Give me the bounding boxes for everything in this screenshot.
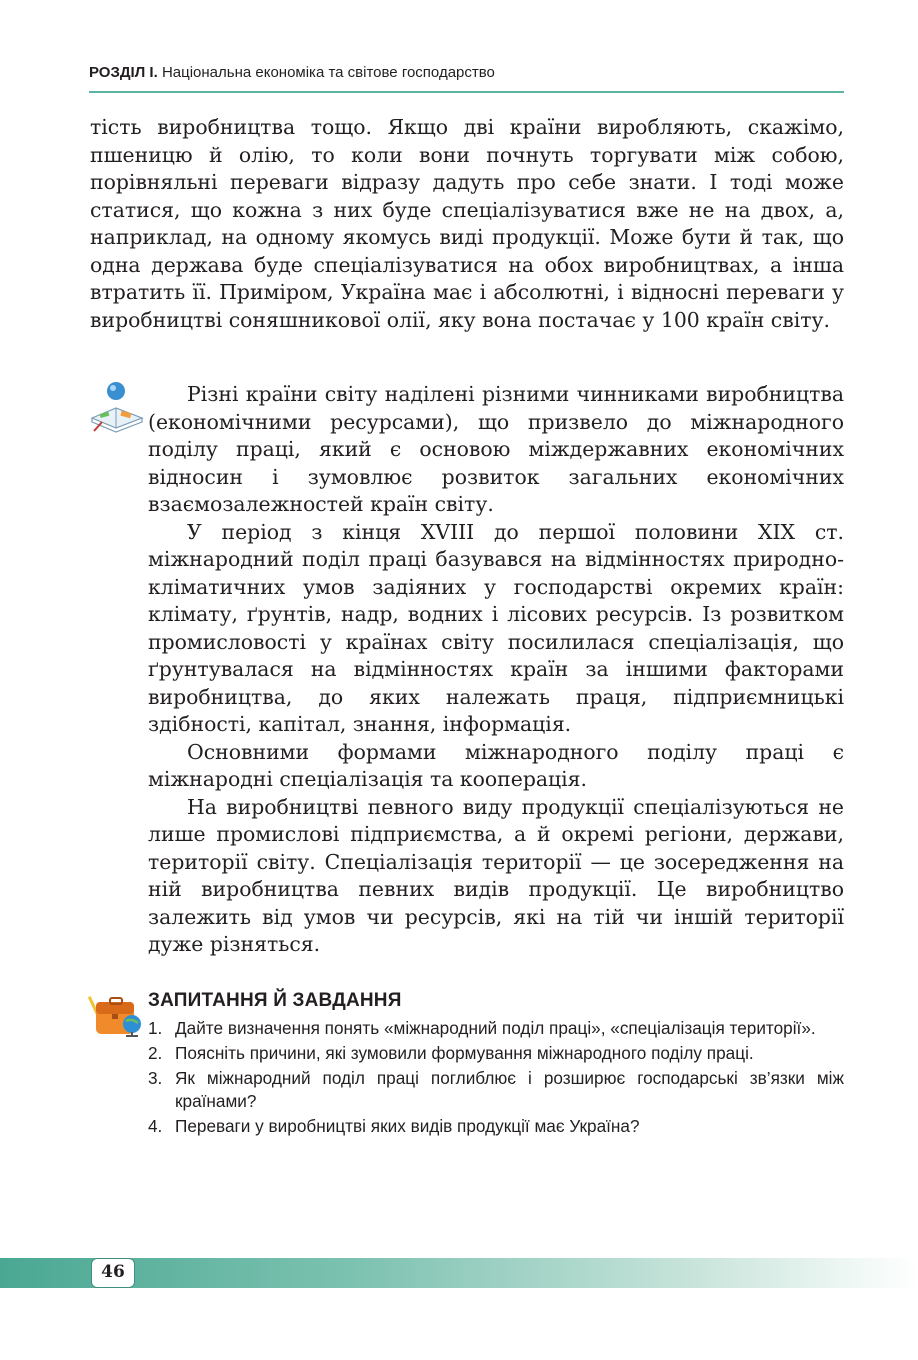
reading-book-icon xyxy=(86,378,148,434)
question-text: Поясніть причини, які зумовили формування міжнародного поділу праці. xyxy=(175,1043,754,1063)
question-text: Дайте визначення понять «міжнародний поділ праці», «спеціалізація території». xyxy=(175,1018,816,1038)
paragraph-3: Основними формами міжнародного поділу праці є міжнародні спеціалізація та кооперація. xyxy=(148,739,844,791)
question-number: 1. xyxy=(148,1018,163,1038)
running-header xyxy=(89,64,844,81)
main-text xyxy=(148,381,844,959)
section-label: РОЗДІЛ І. xyxy=(89,64,158,81)
section-title: Національна економіка та світове господарство xyxy=(161,64,495,81)
question-number: 2. xyxy=(148,1043,163,1063)
question-text: Як міжнародний поділ праці поглиблює і розширює господарські зв’язки між країнами? xyxy=(175,1068,844,1111)
list-item xyxy=(148,1115,844,1138)
list-item xyxy=(148,1017,844,1040)
paragraph-1: Різні країни світу наділені різними чинниками виробництва (економічними ресурсами), що призвело до міжнародного поділу праці, який є основою міждержавних економічних відносин і зумовлює розвиток загальних економічних взаємозалежностей країн світу. xyxy=(148,382,844,516)
list-item xyxy=(148,1067,844,1113)
list-item xyxy=(148,1042,844,1065)
questions-list xyxy=(148,1017,844,1140)
paragraph-4: На виробництві певного виду продукції спеціалізуються не лише промислові підприємства, а й окремі регіони, держави, території світу. Спеціалізація території — це зосередження на ній виробництва певних видів продукції. Це виробництво залежить від умов чи ресурсів, які на тій чи іншій території дуже різняться. xyxy=(148,794,844,956)
intro-paragraph xyxy=(90,114,844,334)
intro-paragraph-text: тість виробництва тощо. Якщо дві країни виробляють, скажімо, пшеницю й олію, то коли вони почнуть торгувати між собою, порівняльні переваги відразу дадуть про себе знати. І тоді може статися, що кожна з них буде спеціалізуватися вже не на двох, а, наприклад, на одному якомусь виді продукції. Може бути й так, що одна держава буде спеціалізуватися на обох виробництвах, а інша втратить її. Приміром, Україна має і абсолютні, і відносні переваги у виробництві соняшникової олії, яку вона постачає у 100 країн світу. xyxy=(90,115,844,332)
question-text: Переваги у виробництві яких видів продукції має Україна? xyxy=(175,1116,640,1136)
questions-heading: ЗАПИТАННЯ Й ЗАВДАННЯ xyxy=(148,990,402,1011)
school-bag-icon xyxy=(88,988,146,1038)
footer-bar xyxy=(0,1258,918,1288)
paragraph-2: У період з кінця XVIII до першої половини XIX ст. міжнародний поділ праці базувався на відмінностях природно-кліматичних умов задіяних у господарстві окремих країн: клімату, ґрунтів, надр, водних і лісових ресурсів. Із розвитком промисловості у країнах світу посилилася спеціалізація, що ґрунтувалася на відмінностях країн за іншими факторами виробництва, до яких належать праця, підприємницькі здібності, капітал, знання, інформація. xyxy=(148,519,844,736)
question-number: 4. xyxy=(148,1116,163,1136)
question-number: 3. xyxy=(148,1068,163,1088)
page-number: 46 xyxy=(91,1258,135,1288)
header-rule xyxy=(89,91,844,93)
